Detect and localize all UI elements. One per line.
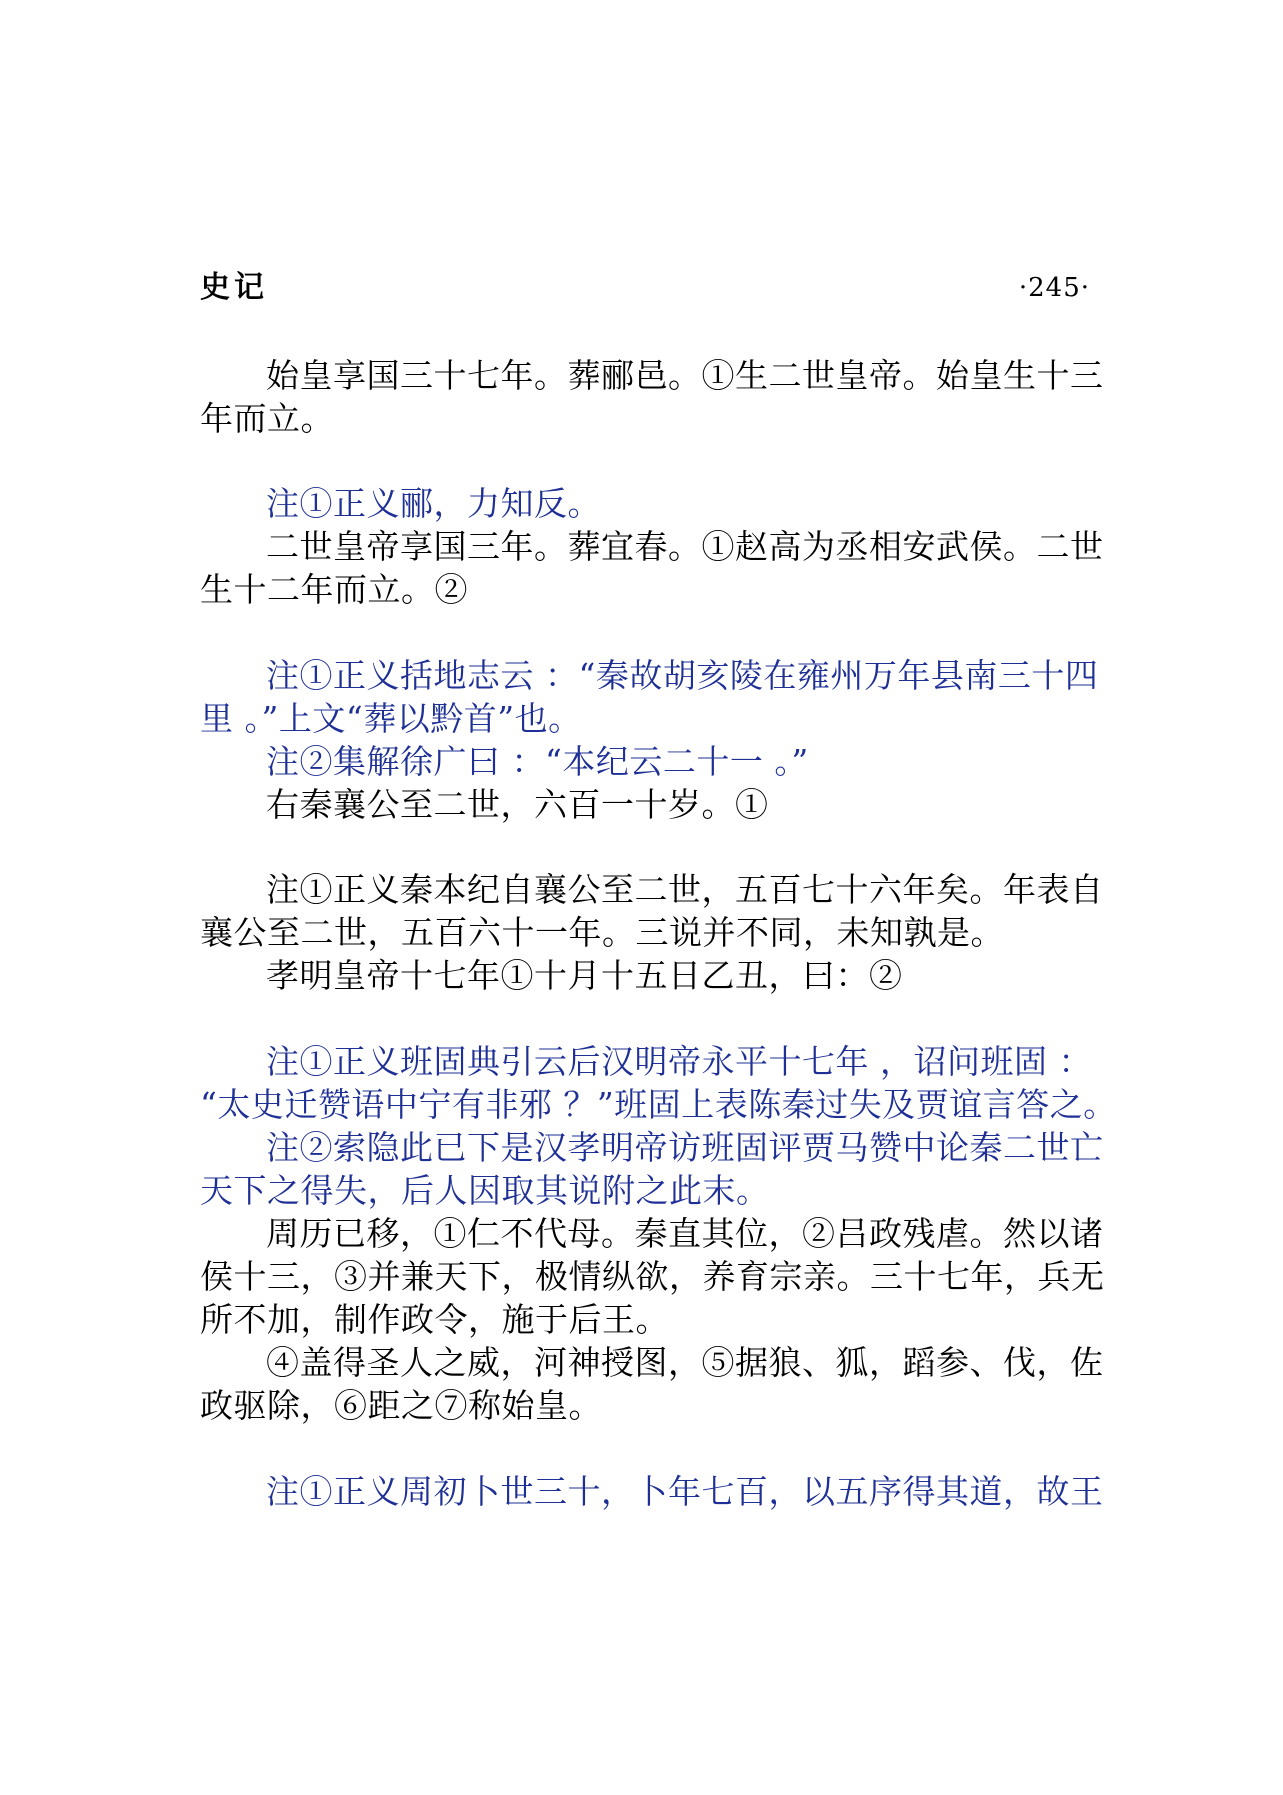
note-line: 注②索隐此已下是汉孝明帝访班固评贾马赞中论秦二世亡 [266,1128,1104,1167]
text-line: 侯十三，③并兼天下，极情纵欲，养育宗亲。三十七年，兵无 [200,1257,1105,1296]
text-line: 右秦襄公至二世，六百一十岁。① [266,785,769,824]
text-line: ④盖得圣人之威，河神授图，⑤据狼、狐，蹈参、伐，佐 [266,1343,1104,1382]
text-line: 孝明皇帝十七年①十月十五日乙丑，曰：② [266,956,903,995]
note-line: 注①正义周初卜世三十，卜年七百，以五序得其道，故王 [266,1472,1104,1511]
text-line: 二世皇帝享国三年。葬宜春。①赵高为丞相安武侯。二世 [266,527,1104,566]
text-line: 政驱除，⑥距之⑦称始皇。 [200,1386,602,1425]
text-line: 生十二年而立。② [200,570,468,609]
note-line: 注①正义秦本纪自襄公至二世，五百七十六年矣。年表自 [266,870,1104,909]
note-line: 天下之得失，后人因取其说附之此末。 [200,1171,770,1210]
note-line: “太史迁赞语中宁有非邪 ？”班固上表陈秦过失及贾谊言答之。 [200,1085,1117,1124]
page-number: ·245· [1018,273,1090,303]
text-line: 始皇享国三十七年。葬郦邑。①生二世皇帝。始皇生十三 [266,356,1104,395]
note-line: 注②集解徐广曰 ：“本纪云二十一 。” [266,742,809,781]
text-line: 年而立。 [200,399,334,438]
note-line: 注①正义括地志云 ：“秦故胡亥陵在雍州万年县南三十四 [266,656,1099,695]
text-line: 周历已移，①仁不代母。秦直其位，②吕政残虐。然以诸 [266,1214,1104,1253]
book-title: 史记 [200,270,268,305]
note-line: 襄公至二世，五百六十一年。三说并不同，未知孰是。 [200,913,1004,952]
note-line: 注①正义郦，力知反。 [266,484,601,523]
note-line: 注①正义班固典引云后汉明帝永平十七年 ，诏问班固 ： [266,1042,1092,1081]
text-line: 所不加，制作政令，施于后王。 [200,1300,669,1339]
note-line: 里 。”上文“葬以黔首”也。 [200,699,582,738]
